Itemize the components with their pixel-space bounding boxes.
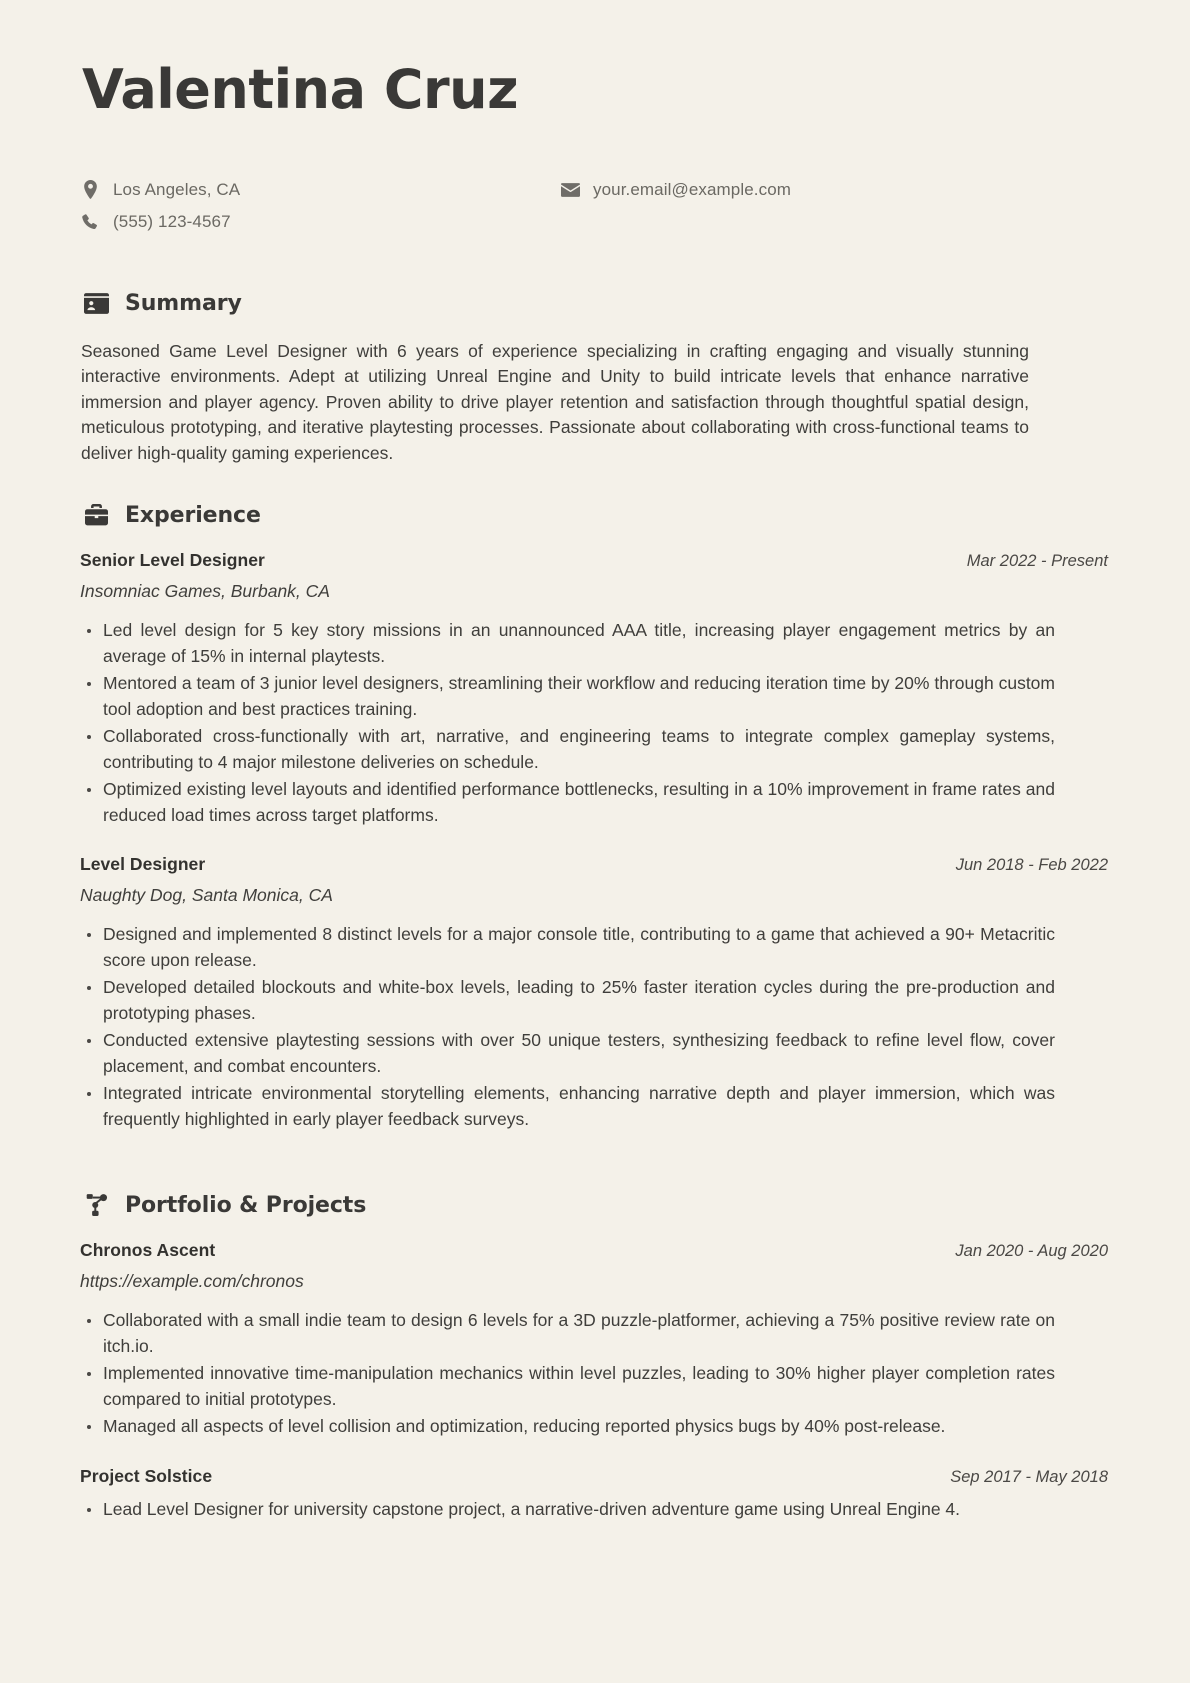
job-date: Mar 2022 - Present	[966, 552, 1108, 571]
spacer	[80, 1158, 1108, 1192]
section-experience	[80, 502, 1108, 1132]
project-title: Chronos Ascent	[80, 1240, 216, 1261]
job-bullets	[80, 618, 1108, 828]
list-item: Mentored a team of 3 junior level designers, streamlining their workflow and reducing iteration time by 20% through custom tool adoption and best practices training.	[80, 671, 1055, 722]
contact-email	[560, 177, 791, 203]
list-item: Managed all aspects of level collision and optimization, reducing reported physics bugs by 40% post-release.	[80, 1414, 1055, 1440]
section-portfolio-header	[83, 1192, 1108, 1218]
contact-location	[80, 177, 560, 203]
list-item: Lead Level Designer for university capstone project, a narrative-driven adventure game using Unreal Engine 4.	[80, 1497, 1055, 1523]
list-item: Designed and implemented 8 distinct levels for a major console title, contributing to a game that achieved a 90+ Metacritic score upon release.	[80, 922, 1055, 973]
section-portfolio	[80, 1192, 1108, 1522]
project-bullets	[80, 1308, 1108, 1440]
experience-entry	[80, 854, 1108, 1132]
contact-info	[80, 177, 1108, 235]
experience-entry-header	[80, 854, 1108, 875]
envelope-icon	[560, 183, 580, 197]
contact-location-text: Los Angeles, CA	[113, 179, 241, 199]
phone-icon	[80, 214, 100, 230]
project-bullets	[80, 1497, 1108, 1523]
list-item: Collaborated cross-functionally with art, narrative, and engineering teams to integrate complex gameplay systems, contributing to 4 major milestone deliveries on schedule.	[80, 724, 1055, 775]
project-title: Project Solstice	[80, 1465, 213, 1486]
job-date: Jun 2018 - Feb 2022	[955, 856, 1108, 875]
job-company: Insomniac Games, Burbank, CA	[80, 581, 330, 602]
section-summary-header	[83, 291, 1108, 317]
project-date: Sep 2017 - May 2018	[950, 1467, 1108, 1486]
list-item: Collaborated with a small indie team to design 6 levels for a 3D puzzle-platformer, achieving a 75% positive review rate on itch.io.	[80, 1308, 1055, 1359]
page-title: Valentina Cruz	[82, 58, 518, 121]
experience-entry	[80, 550, 1108, 828]
contact-email-text: your.email@example.com	[593, 179, 792, 199]
portfolio-entry	[80, 1240, 1108, 1440]
list-item: Conducted extensive playtesting sessions with over 50 unique testers, synthesizing feedback to refine level flow, cover placement, and combat encounters.	[80, 1028, 1055, 1079]
section-experience-title: Experience	[125, 502, 261, 528]
section-experience-header	[83, 502, 1108, 528]
job-title: Senior Level Designer	[80, 550, 265, 571]
project-date: Jan 2020 - Aug 2020	[955, 1242, 1108, 1261]
job-bullets	[80, 922, 1108, 1132]
contact-column-right	[560, 177, 791, 235]
job-company: Naughty Dog, Santa Monica, CA	[80, 885, 333, 906]
contact-phone	[80, 209, 560, 235]
list-item: Integrated intricate environmental storytelling elements, enhancing narrative depth and player immersion, which was frequently highlighted in early player feedback surveys.	[80, 1081, 1055, 1132]
contact-phone-text: (555) 123-4567	[113, 211, 231, 231]
portfolio-entry-header	[80, 1466, 1108, 1487]
contact-column-left	[80, 177, 560, 235]
location-pin-icon	[80, 180, 100, 199]
section-summary-title: Summary	[125, 291, 242, 317]
list-item: Developed detailed blockouts and white-box levels, leading to 25% faster iteration cycles during the pre-production and prototyping phases.	[80, 975, 1055, 1026]
project-url[interactable]: https://example.com/chronos	[80, 1271, 304, 1292]
job-title: Level Designer	[80, 854, 206, 875]
section-summary	[80, 291, 1108, 467]
briefcase-icon	[83, 502, 109, 528]
project-diagram-icon	[83, 1192, 109, 1218]
section-portfolio-title: Portfolio & Projects	[125, 1192, 367, 1218]
list-item: Implemented innovative time-manipulation mechanics within level puzzles, leading to 30% higher player completion rates compared to initial prototypes.	[80, 1361, 1055, 1412]
summary-text: Seasoned Game Level Designer with 6 years of experience specializing in crafting engaging and visually stunning interactive environments. Adept at utilizing Unreal Engine and Unity to build intricate levels that enhance narrative immersion and player agency. Proven ability to drive player retention and satisfaction through thoughtful spatial design, meticulous prototyping, and iterative playtesting processes. Passionate about collaborating with cross-functional teams to deliver high-quality gaming experiences.	[81, 340, 1029, 463]
list-item: Led level design for 5 key story missions in an unannounced AAA title, increasing player engagement metrics by an average of 15% in internal playtests.	[80, 618, 1055, 669]
id-card-icon	[83, 291, 109, 317]
list-item: Optimized existing level layouts and identified performance bottlenecks, resulting in a 10% improvement in frame rates and reduced load times across target platforms.	[80, 777, 1055, 828]
portfolio-entry-header	[80, 1240, 1108, 1261]
portfolio-entry	[80, 1466, 1108, 1523]
experience-entry-header	[80, 550, 1108, 571]
